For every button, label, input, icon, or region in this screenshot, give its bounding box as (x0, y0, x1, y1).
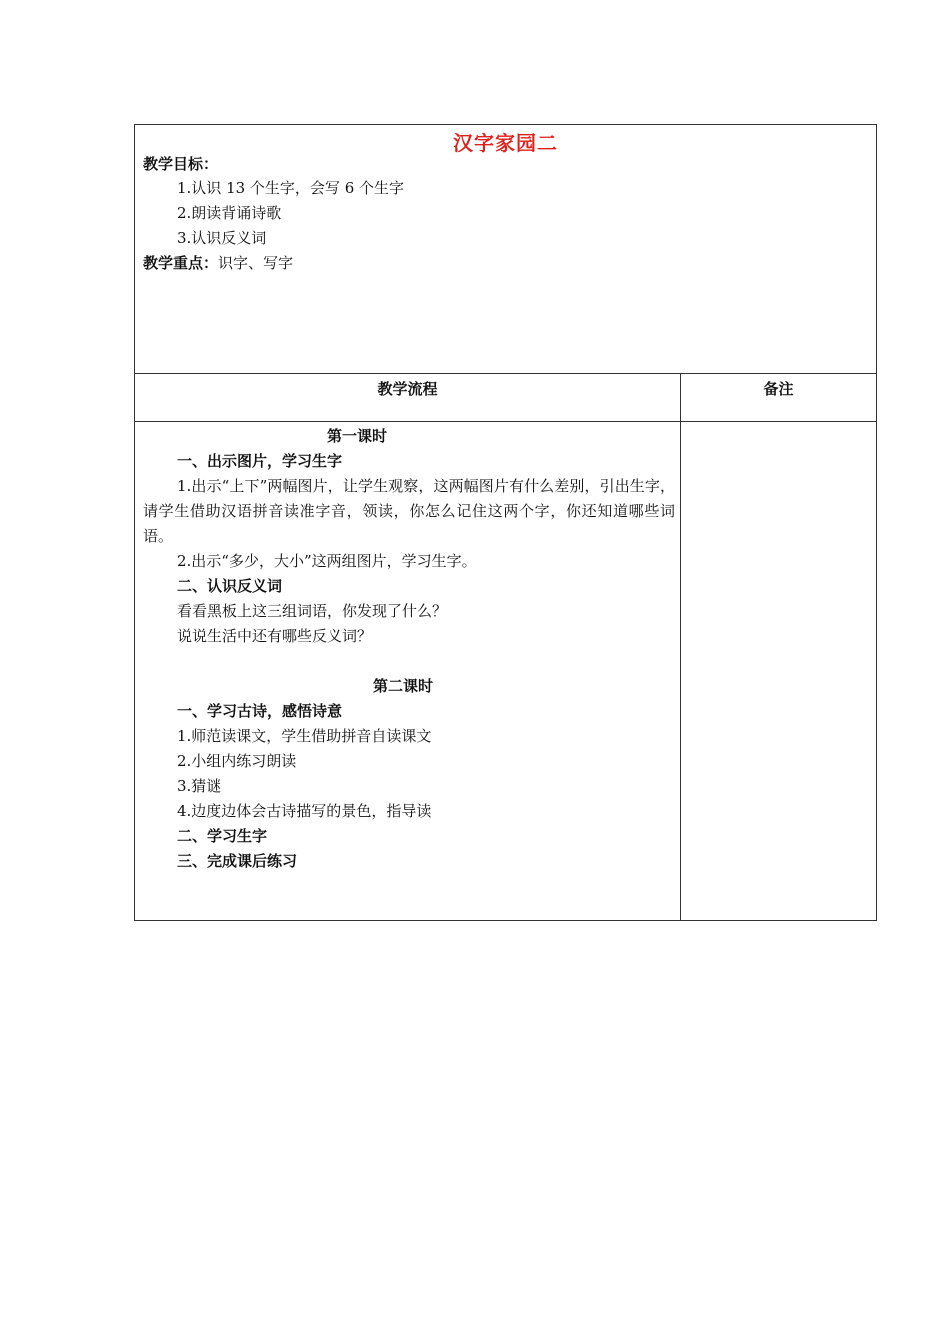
lesson1-question1: 看看黑板上这三组词语，你发现了什么？ (177, 602, 448, 620)
lesson2-heading: 第二课时 (373, 677, 434, 695)
key-points-label: 教学重点： (143, 254, 219, 272)
lesson-plan-table (134, 124, 877, 921)
lesson1-item2: 2.出示“多少，大小”这两组图片，学习生字。 (177, 552, 477, 570)
lesson2-section1-title: 一、学习古诗，感悟诗意 (177, 702, 343, 720)
lesson2-item: 4.边度边体会古诗描写的景色，指导读 (177, 802, 432, 820)
objectives-label: 教学目标： (143, 155, 219, 173)
objective-item: 2.朗读背诵诗歌 (177, 204, 282, 222)
lesson2-section2-title: 二、学习生字 (177, 827, 268, 845)
notes-content-cell (680, 421, 877, 921)
lesson2-section3-title: 三、完成课后练习 (177, 852, 298, 870)
lesson1-section1-title: 一、出示图片，学习生字 (177, 452, 343, 470)
lesson1-item1: 1.出示“上下”两幅图片，让学生观察，这两幅图片有什么差别，引出生字，请学生借助汉语拼音读准字音，领读，你怎么记住这两个字，你还知道哪些词语。 (143, 477, 675, 545)
lesson2-item: 3.猜谜 (177, 777, 222, 795)
notes-header: 备注 (763, 380, 794, 398)
flow-header: 教学流程 (377, 380, 438, 398)
lesson2-item: 1.师范读课文，学生借助拼音自读课文 (177, 727, 432, 745)
objective-item: 1.认识 13 个生字，会写 6 个生字 (177, 179, 405, 197)
key-points (143, 251, 293, 276)
document-title: 汉字家园二 (453, 131, 558, 155)
key-points-value: 识字、写字 (218, 254, 294, 272)
objective-item: 3.认识反义词 (177, 229, 267, 247)
lesson1-section2-title: 二、认识反义词 (177, 577, 283, 595)
header-cell (134, 124, 877, 374)
flow-header-cell (134, 373, 681, 422)
notes-header-cell (680, 373, 877, 422)
lesson1-question2: 说说生活中还有哪些反义词？ (177, 627, 373, 645)
lesson2-item: 2.小组内练习朗读 (177, 752, 297, 770)
lesson1-heading: 第一课时 (327, 427, 388, 445)
flow-content-cell (134, 421, 681, 921)
